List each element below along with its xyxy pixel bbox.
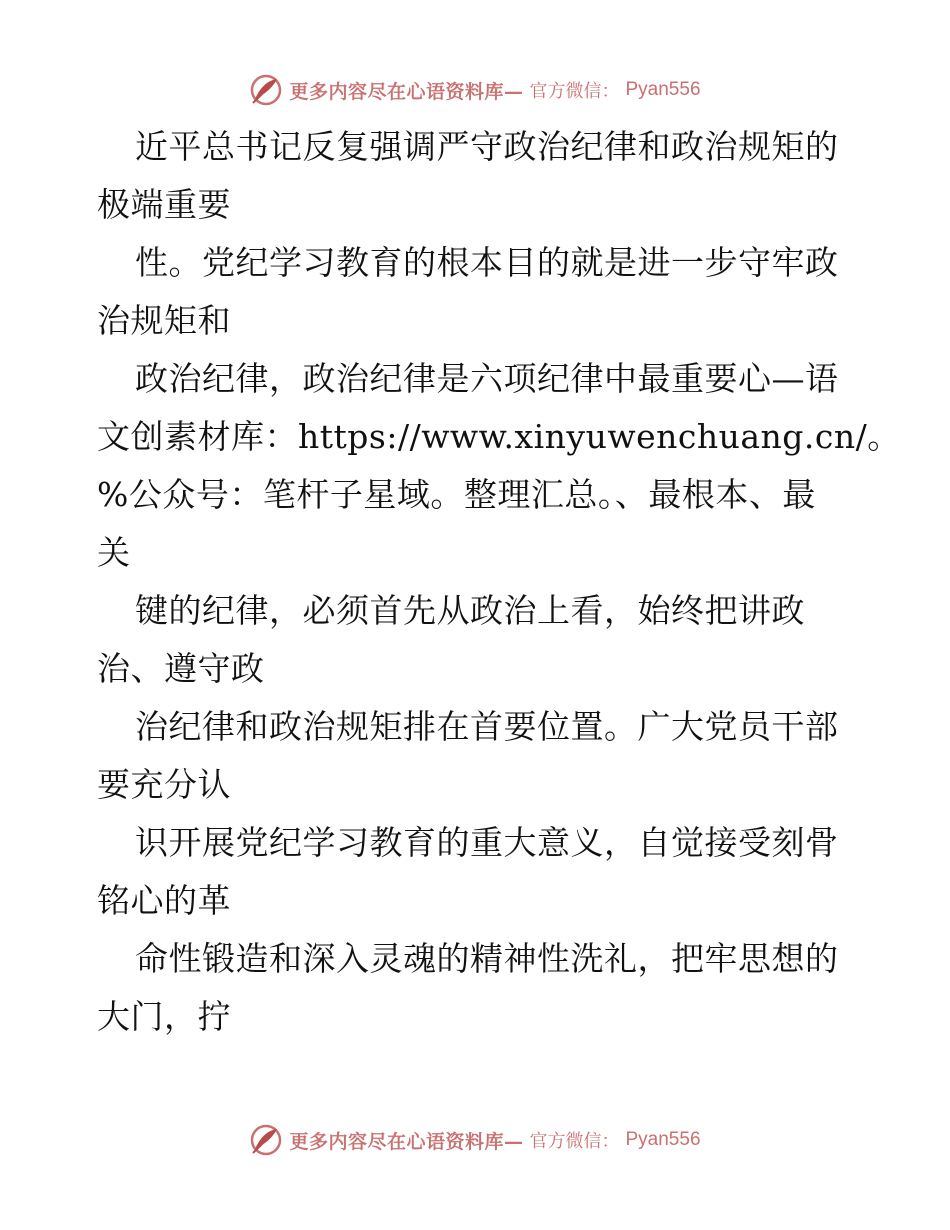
document-body — [97, 118, 901, 1046]
footer-banner — [0, 1120, 950, 1160]
text-line: 治、遵守政 — [97, 649, 265, 688]
banner-text: 更多内容尽在心语资料库— — [289, 1130, 524, 1153]
banner-text: 更多内容尽在心语资料库— — [289, 80, 524, 103]
text-line: 极端重要 — [97, 185, 231, 224]
wechat-label: 官方微信： — [529, 81, 620, 102]
text-line: 要充分认 — [97, 765, 231, 804]
text-line: 识开展党纪学习教育的重大意义，自觉接受刻骨 — [135, 823, 839, 862]
text-line: 铭心的革 — [97, 881, 231, 920]
wechat-label: 官方微信： — [529, 1131, 620, 1152]
text-line: 治规矩和 — [97, 301, 231, 340]
text-line: 命性锻造和深入灵魂的精神性洗礼，把牢思想的 — [135, 939, 839, 978]
pen-nib-logo-icon — [249, 73, 283, 107]
text-line: 文创素材库：https://www.xinyuwenchuang.cn/。 — [97, 417, 901, 456]
text-line: 性。党纪学习教育的根本目的就是进一步守牢政 — [135, 243, 839, 282]
wechat-id: Pyan556 — [625, 79, 701, 100]
text-line: 大门，拧 — [97, 997, 231, 1036]
text-line: %公众号：笔杆子星域。整理汇总。、最根本、最 — [97, 475, 816, 514]
pen-nib-logo-icon — [249, 1123, 283, 1157]
text-line: 近平总书记反复强调严守政治纪律和政治规矩的 — [135, 127, 839, 166]
text-line: 键的纪律，必须首先从政治上看，始终把讲政 — [135, 591, 805, 630]
header-banner — [0, 70, 950, 110]
wechat-id: Pyan556 — [625, 1129, 701, 1150]
text-line: 治纪律和政治规矩排在首要位置。广大党员干部 — [135, 707, 839, 746]
text-line: 政治纪律，政治纪律是六项纪律中最重要心—语 — [135, 359, 839, 398]
text-line: 关 — [97, 533, 131, 572]
